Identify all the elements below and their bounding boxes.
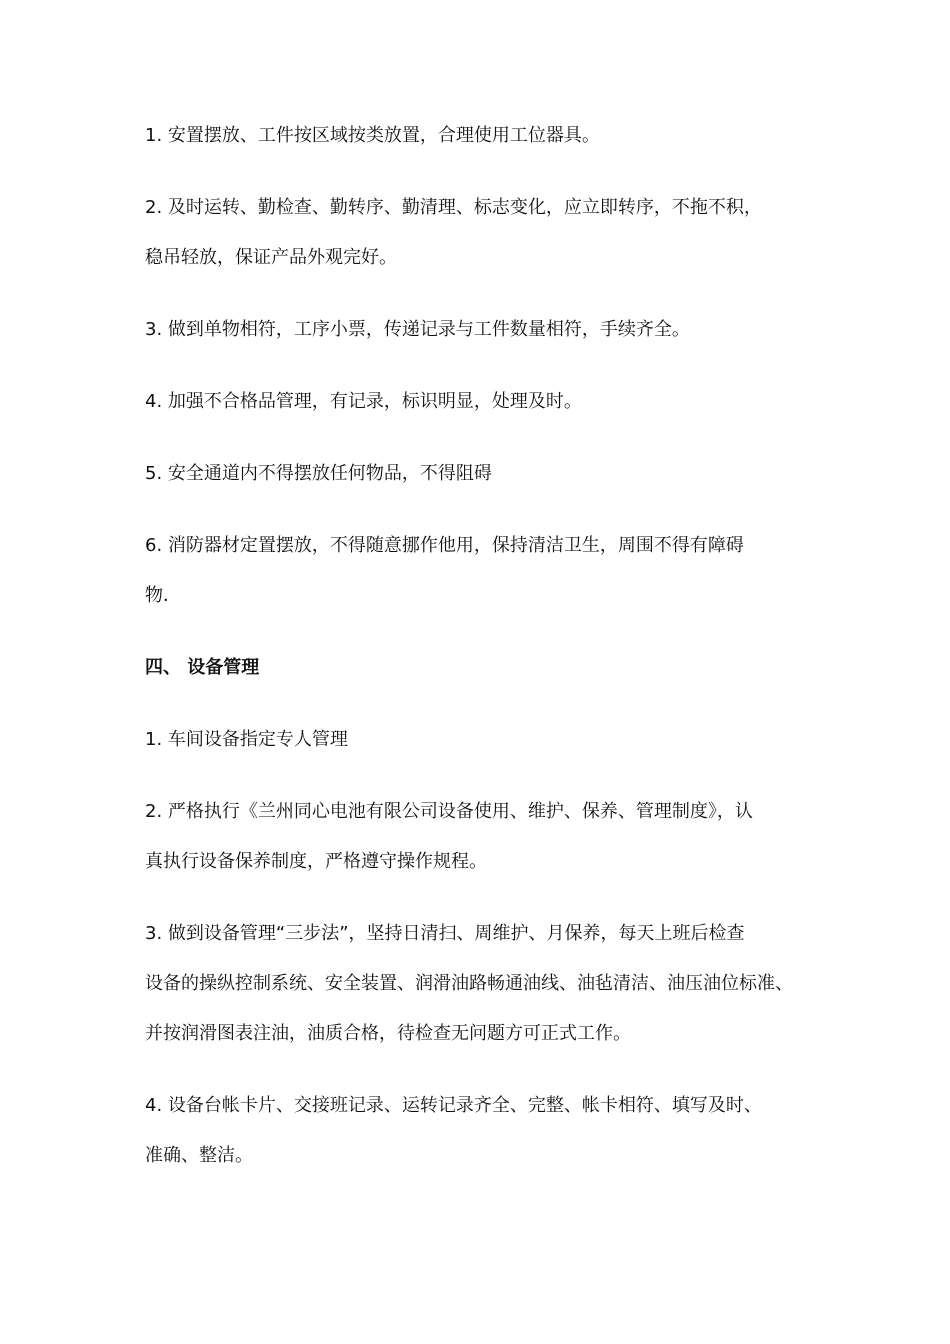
list-item-2-line-1: 2. 及时运转、勤检查、勤转序、勤清理、标志变化，应立即转序，不拖不积， — [145, 197, 762, 218]
section-item-1-line-1: 1. 车间设备指定专人管理 — [145, 729, 348, 750]
section-item-4-line-1: 4. 设备台帐卡片、交接班记录、运转记录齐全、完整、帐卡相符、填写及时、 — [145, 1095, 762, 1116]
list-item-5-line-1: 5. 安全通道内不得摆放任何物品，不得阻碍 — [145, 463, 492, 484]
section-item-2-line-1: 2. 严格执行《兰州同心电池有限公司设备使用、维护、保养、管理制度》，认 — [145, 801, 753, 822]
list-item-2-line-2: 稳吊轻放，保证产品外观完好。 — [145, 247, 397, 268]
section-heading: 四、 设备管理 — [145, 657, 260, 678]
list-item-3-line-1: 3. 做到单物相符，工序小票，传递记录与工件数量相符，手续齐全。 — [145, 319, 690, 340]
section-item-3-line-3: 并按润滑图表注油，油质合格，待检查无问题方可正式工作。 — [145, 1023, 631, 1044]
section-item-4-line-2: 准确、整洁。 — [145, 1145, 253, 1166]
list-item-6-line-2: 物． — [145, 585, 181, 606]
section-item-3-line-2: 设备的操纵控制系统、安全装置、润滑油路畅通油线、油毡清洁、油压油位标准、 — [145, 973, 793, 994]
section-item-3-line-1: 3. 做到设备管理“三步法”，坚持日清扫、周维护、月保养，每天上班后检查 — [145, 923, 745, 944]
list-item-1-line-1: 1. 安置摆放、工件按区域按类放置，合理使用工位器具。 — [145, 125, 600, 146]
section-item-2-line-2: 真执行设备保养制度，严格遵守操作规程。 — [145, 851, 487, 872]
list-item-6-line-1: 6. 消防器材定置摆放，不得随意挪作他用，保持清洁卫生，周围不得有障碍 — [145, 535, 744, 556]
list-item-4-line-1: 4. 加强不合格品管理，有记录，标识明显，处理及时。 — [145, 391, 582, 412]
